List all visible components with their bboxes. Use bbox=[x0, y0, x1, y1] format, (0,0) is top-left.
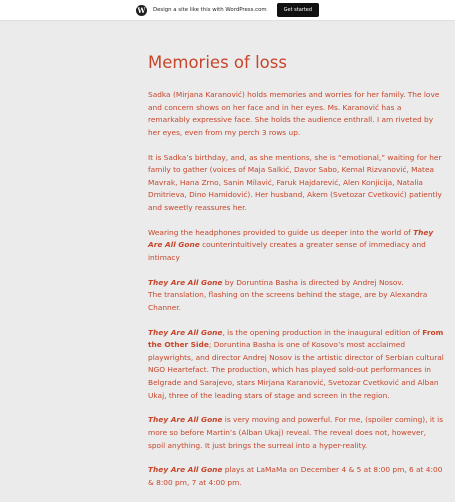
play-title: They Are All Gone bbox=[148, 465, 223, 475]
play-title: They Are All Gone bbox=[148, 277, 223, 287]
paragraph-3-text-b: counterintuitively creates a greater sense of immediacy and intimacy bbox=[148, 240, 426, 262]
paragraph-6 bbox=[148, 414, 444, 452]
play-title: They Are All Gone bbox=[148, 227, 434, 250]
post-content bbox=[148, 52, 444, 502]
festival-name: From the Other Side bbox=[148, 327, 444, 350]
banner-text[interactable]: Design a site like this with WordPress.com bbox=[152, 7, 267, 13]
paragraph-7-text-a: plays at LaMaMa on December 4 & 5 at 8:00 pm, 6 at 4:00 & 8:00 pm, 7 at 4:00 pm. bbox=[148, 465, 443, 487]
paragraph-5-text-a: , is the opening production in the inaugural edition of bbox=[222, 327, 423, 337]
paragraph-5 bbox=[148, 327, 444, 403]
wordpress-logo-icon[interactable]: W bbox=[137, 5, 146, 15]
paragraph-3 bbox=[148, 227, 444, 265]
paragraph-4-text-a: by Doruntina Basha is directed by Andrej Nosov. bbox=[222, 277, 404, 287]
paragraph-5-text-b: ; Doruntina Basha is one of Kosovo’s most acclaimed playwrights, and director Andrej Nosov is the artistic director of Serbian cultural NGO Heartefact. The production, which has played sold-out performances in Belgrade and Sarajevo, stars Mirjana Karanović, Svetozar Cvetković and Alban Ukaj, three of the leading stars of stage and screen in the region. bbox=[148, 340, 444, 400]
get-started-button[interactable]: Get started bbox=[277, 3, 319, 17]
paragraph-4-text-b: The translation, flashing on the screens behind the stage, are by Alexandra Channer. bbox=[148, 290, 428, 312]
play-title: They Are All Gone bbox=[148, 415, 223, 425]
post-title: Memories of loss bbox=[148, 53, 287, 72]
paragraph-1: Sadka (Mirjana Karanović) holds memories and worries for her family. The love and concern shows on her face and in her eyes. Ms. Karanović has a remarkably expressive face. She holds the audience enthrall. I am riveted by her eyes, even from my perch 3 rows up. bbox=[148, 90, 440, 137]
paragraph-3-text-a: Wearing the headphones provided to guide us deeper into the world of bbox=[148, 227, 414, 237]
paragraph-6-text-a: is very moving and powerful. For me, (spoiler coming), it is more so before Martin’s (Alban Ukaj) reveal. The reveal does not, however, spoil anything. It just brings the surreal into a hyper-reality. bbox=[148, 415, 444, 450]
paragraph-7 bbox=[148, 464, 444, 489]
paragraph-2: It is Sadka’s birthday, and, as she mentions, she is “emotional,” waiting for her family to gather (voices of Maja Salkić, Davor Sabo, Kemal Rizvanović, Matea Mavrak, Hana Zrno, Sanin Milavić, Faruk Hajdarević, Alen Konjicija, Natalia Dmitrieva, Dino Hamidović). Her husband, Akem (Svetozar Cvetković) patiently and sweetly reassures her. bbox=[148, 152, 442, 212]
wordpress-banner bbox=[0, 0, 455, 21]
paragraph-4 bbox=[148, 277, 444, 315]
play-title: They Are All Gone bbox=[148, 327, 223, 337]
